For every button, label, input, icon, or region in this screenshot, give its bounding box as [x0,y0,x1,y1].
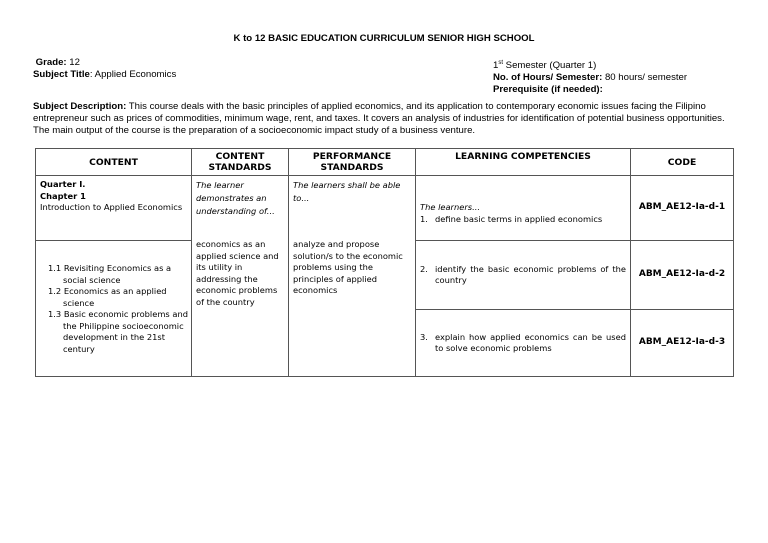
content-standards-cell [192,176,289,377]
topics-list [40,263,188,355]
performance-standards-cell [289,176,416,377]
competency-number: 1. [420,213,428,224]
performance-standard-text: analyze and propose solution/s to the economic problems using the principles of applied economics [293,239,403,295]
table-row [36,176,734,241]
subject-label: Subject Title [33,69,90,80]
prerequisite-label: Prerequisite (if needed): [493,84,603,96]
topic-item: 1.2 Economics as an applied science [48,286,167,308]
competencies-intro: The learners... [420,202,480,212]
content-standard-text [196,239,285,308]
page-title: K to 12 BASIC EDUCATION CURRICULUM SENIOR HIGH SCHOOL [233,33,535,44]
header-row [36,149,734,176]
topics-cell [36,241,192,377]
description-label: Subject Description: [33,101,127,112]
topic-item: 1.1 Revisiting Economics as a social science [48,263,172,285]
content-standard-value: economics as an applied science and its utility in addressing the economic problems of the country [196,239,279,307]
header-code: CODE [631,149,734,176]
competency-cell-1 [416,176,631,241]
subject-description [33,101,738,138]
content-standards-intro: The learner demonstrates an understanding of... [196,180,275,216]
hours-line [493,72,687,84]
grade-value: 12 [69,57,80,68]
competency-item [420,332,626,355]
code-cell: ABM_AE12-Ia-d-2 [631,241,734,310]
curriculum-table [35,148,734,377]
competency-cell-2 [416,241,631,310]
hours-value: 80 hours/ semester [604,72,688,84]
semester-line [493,57,687,72]
grade-line [33,57,176,69]
topic-item: 1.3 Basic economic problems and the Philippine socioeconomic development in the 21st century [48,309,188,354]
performance-standards-intro: The learners shall be able to... [293,180,401,203]
code-cell: ABM_AE12-Ia-d-3 [631,310,734,377]
competency-text: define basic terms in applied economics [435,213,603,224]
competency-number: 3. [420,331,428,342]
semester-number: 1 [493,60,499,72]
chapter-title: Introduction to Applied Economics [40,202,183,212]
semester-sup: st [498,60,504,66]
competency-item [420,264,626,287]
subject-meta [33,57,176,81]
grade-label: Grade: [35,57,67,68]
description-text: This course deals with the basic principles of applied economics, and its application to contemporary economic issues facing the Filipino entrepreneur such as prices of commodities, minimum wage, rent, and taxes. It covers an analysis of industries for identification of potential business opportunities. The main output of the course is the preparation of a socioeconomic impact study of a business venture. [33,101,725,137]
competency-text: identify the basic economic problems of the country [435,263,626,285]
quarter-label: Quarter I. [40,179,86,189]
competency-number: 2. [420,263,428,274]
header-performance-standards: PERFORMANCE STANDARDS [289,149,416,176]
hours-label: No. of Hours/ Semester: [493,72,603,84]
header-content-standards: CONTENT STANDARDS [192,149,289,176]
header-learning-competencies: LEARNING COMPETENCIES [416,149,631,176]
header-content: CONTENT [36,149,192,176]
subject-value: : Applied Economics [89,69,177,80]
chapter-cell [36,176,192,241]
chapter-label: Chapter 1 [40,190,86,201]
subject-line [33,69,176,81]
semester-meta [493,57,687,96]
code-cell: ABM_AE12-Ia-d-1 [631,176,734,241]
semester-rest: Semester (Quarter 1) [503,60,597,72]
competency-text: explain how applied economics can be used to solve economic problems [435,331,626,353]
competency-cell-3 [416,310,631,377]
competency-item [420,214,627,226]
